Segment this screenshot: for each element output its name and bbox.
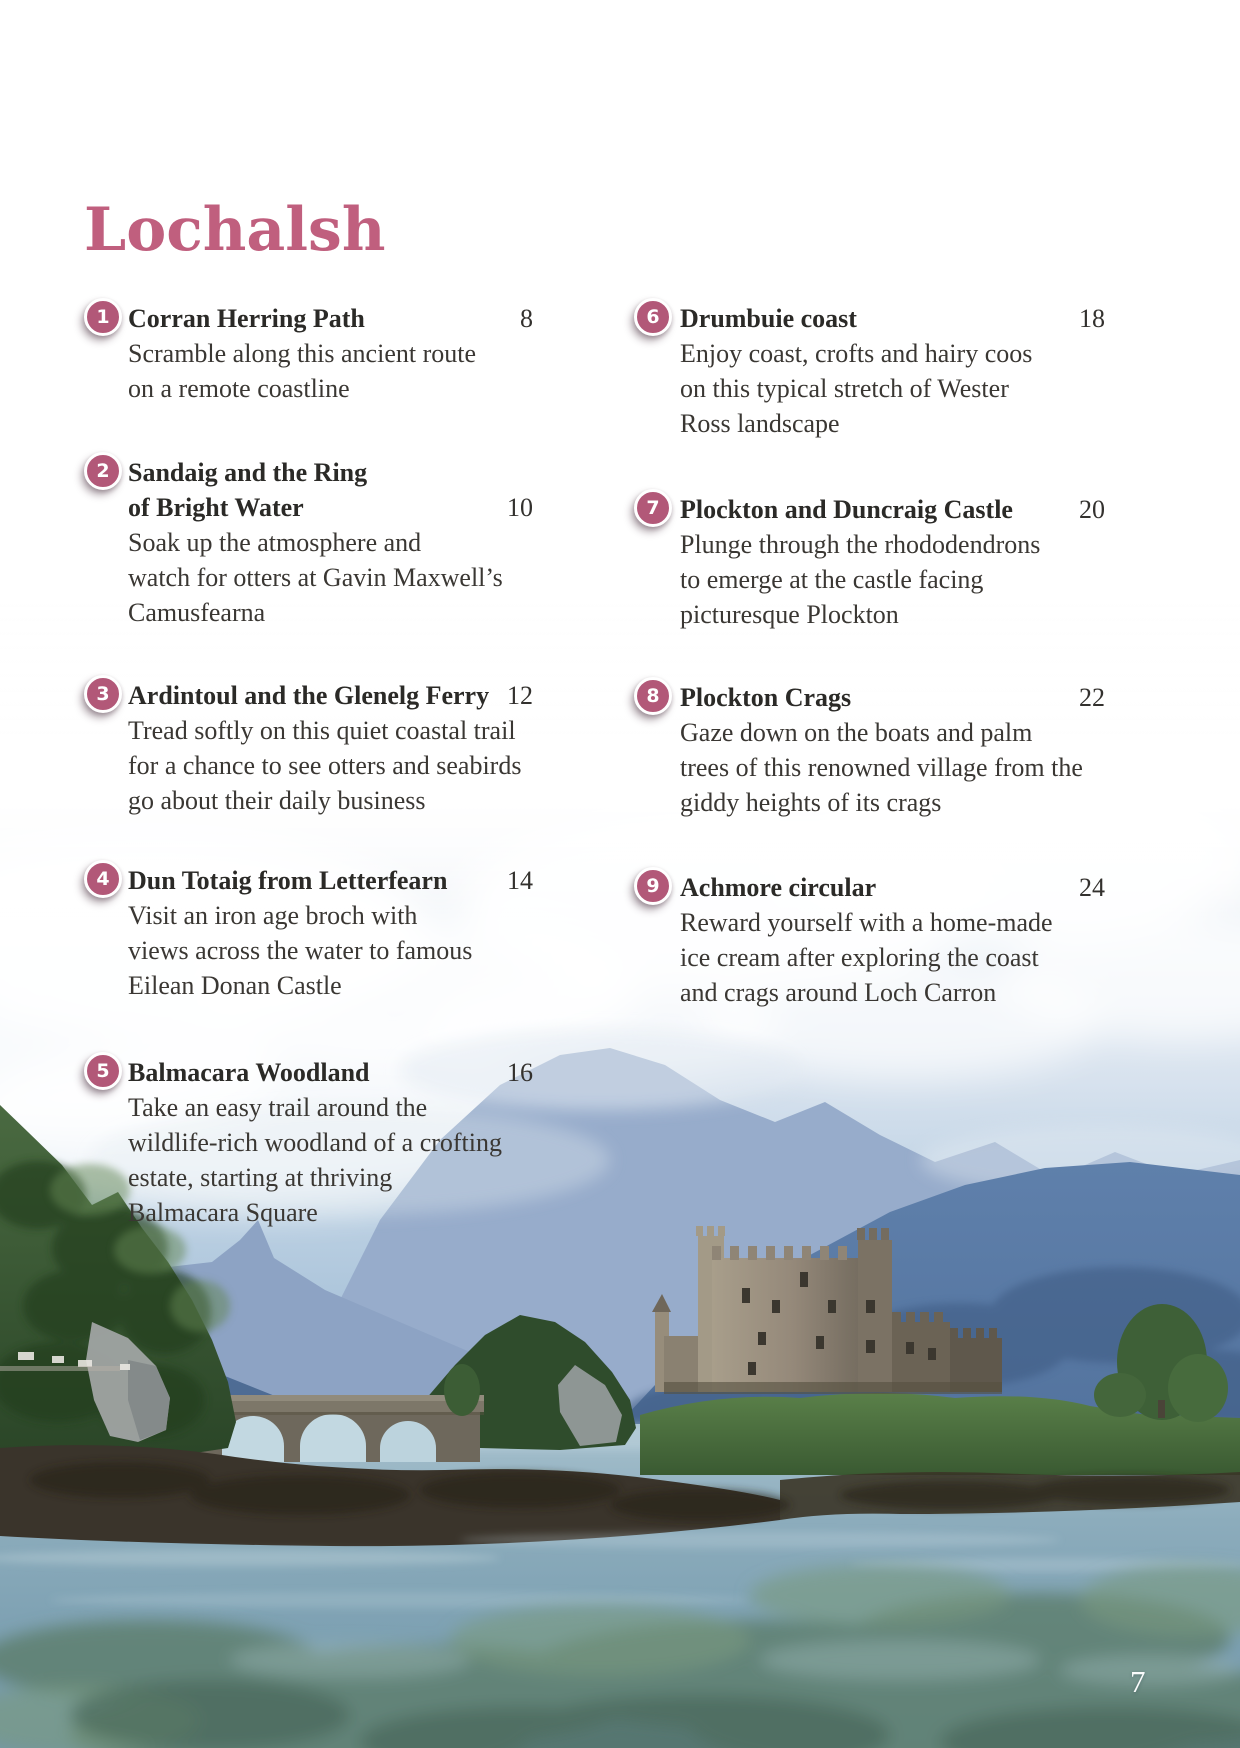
entry-description-line: watch for otters at Gavin Maxwell’s [128,563,503,592]
entry-number-badge: 9 [634,867,672,905]
entry-number-badge: 6 [634,298,672,336]
toc-column-left [84,301,533,1261]
entry-title-line: Plockton Crags 22 [680,680,1105,715]
entry-page-number: 8 [520,304,533,333]
entry-description-line: on this typical stretch of Wester [680,374,1009,403]
entry-number-badge: 1 [84,298,122,336]
entry-number-badge: 7 [634,489,672,527]
entry-description-line: estate, starting at thriving [128,1163,393,1192]
entry-description-line: and crags around Loch Carron [680,978,997,1007]
entry-page-number: 22 [1079,683,1105,712]
toc-entry [84,863,533,1003]
toc-column-right [634,301,1105,1261]
entry-description-line: Ross landscape [680,409,840,438]
toc-entry [84,455,533,630]
toc-entry [634,680,1105,820]
entry-page-number: 12 [507,681,533,710]
entry-description-line: on a remote coastline [128,374,350,403]
entry-description-line: Enjoy coast, crofts and hairy coos [680,339,1033,368]
entry-page-number: 20 [1079,495,1105,524]
entry-description-line: picturesque Plockton [680,600,899,629]
entry-title-line: Balmacara Woodland 16 [128,1055,533,1090]
entry-description-line: Eilean Donan Castle [128,971,342,1000]
entry-description-line: Reward yourself with a home-made [680,908,1053,937]
entry-description-line: Take an easy trail around the [128,1093,428,1122]
entry-description-line: views across the water to famous [128,936,473,965]
entry-description-line: Tread softly on this quiet coastal trail [128,716,516,745]
toc-entry [634,870,1105,1010]
entry-title-line: Achmore circular 24 [680,870,1105,905]
entry-title-line: Ardintoul and the Glenelg Ferry 12 [128,678,533,713]
entry-number-badge: 2 [84,452,122,490]
entry-number-badge: 8 [634,677,672,715]
entry-page-number: 24 [1079,873,1105,902]
entry-page-number: 16 [507,1058,533,1087]
entry-page-number: 14 [507,866,533,895]
toc-entry [84,1055,533,1230]
entry-title-line: Drumbuie coast 18 [680,301,1105,336]
toc-entry [84,301,533,406]
entry-description-line: go about their daily business [128,786,426,815]
entry-description-line: Camusfearna [128,598,266,627]
page-title: Lochalsh [84,195,386,265]
entry-number-badge: 5 [84,1052,122,1090]
entry-number-badge: 4 [84,860,122,898]
entry-title-line: Plockton and Duncraig Castle 20 [680,492,1105,527]
entry-number-badge: 3 [84,675,122,713]
entry-description-line: ice cream after exploring the coast [680,943,1039,972]
entry-description-line: Balmacara Square [128,1198,318,1227]
entry-description-line: Gaze down on the boats and palm [680,718,1033,747]
toc-entry [84,678,533,818]
entry-description-line: giddy heights of its crags [680,788,942,817]
entry-description-line: Visit an iron age broch with [128,901,418,930]
entry-description-line: Scramble along this ancient route [128,339,477,368]
entry-description-line: for a chance to see otters and seabirds [128,751,522,780]
entry-title-line: of Bright Water 10 [128,490,533,525]
entry-title-line: Dun Totaig from Letterfearn 14 [128,863,533,898]
entry-description-line: trees of this renowned village from the [680,753,1083,782]
toc-entry [634,492,1105,632]
entry-page-number: 18 [1079,304,1105,333]
entry-title-line: Corran Herring Path 8 [128,301,533,336]
entry-description-line: Plunge through the rhododendrons [680,530,1041,559]
entry-description-line: Soak up the atmosphere and [128,528,422,557]
page-number: 7 [1130,1664,1146,1699]
entry-page-number: 10 [507,493,533,522]
entry-description-line: wildlife-rich woodland of a crofting [128,1128,502,1157]
entry-title-line: Sandaig and the Ring [128,458,368,487]
entry-description-line: to emerge at the castle facing [680,565,984,594]
toc-entry [634,301,1105,441]
